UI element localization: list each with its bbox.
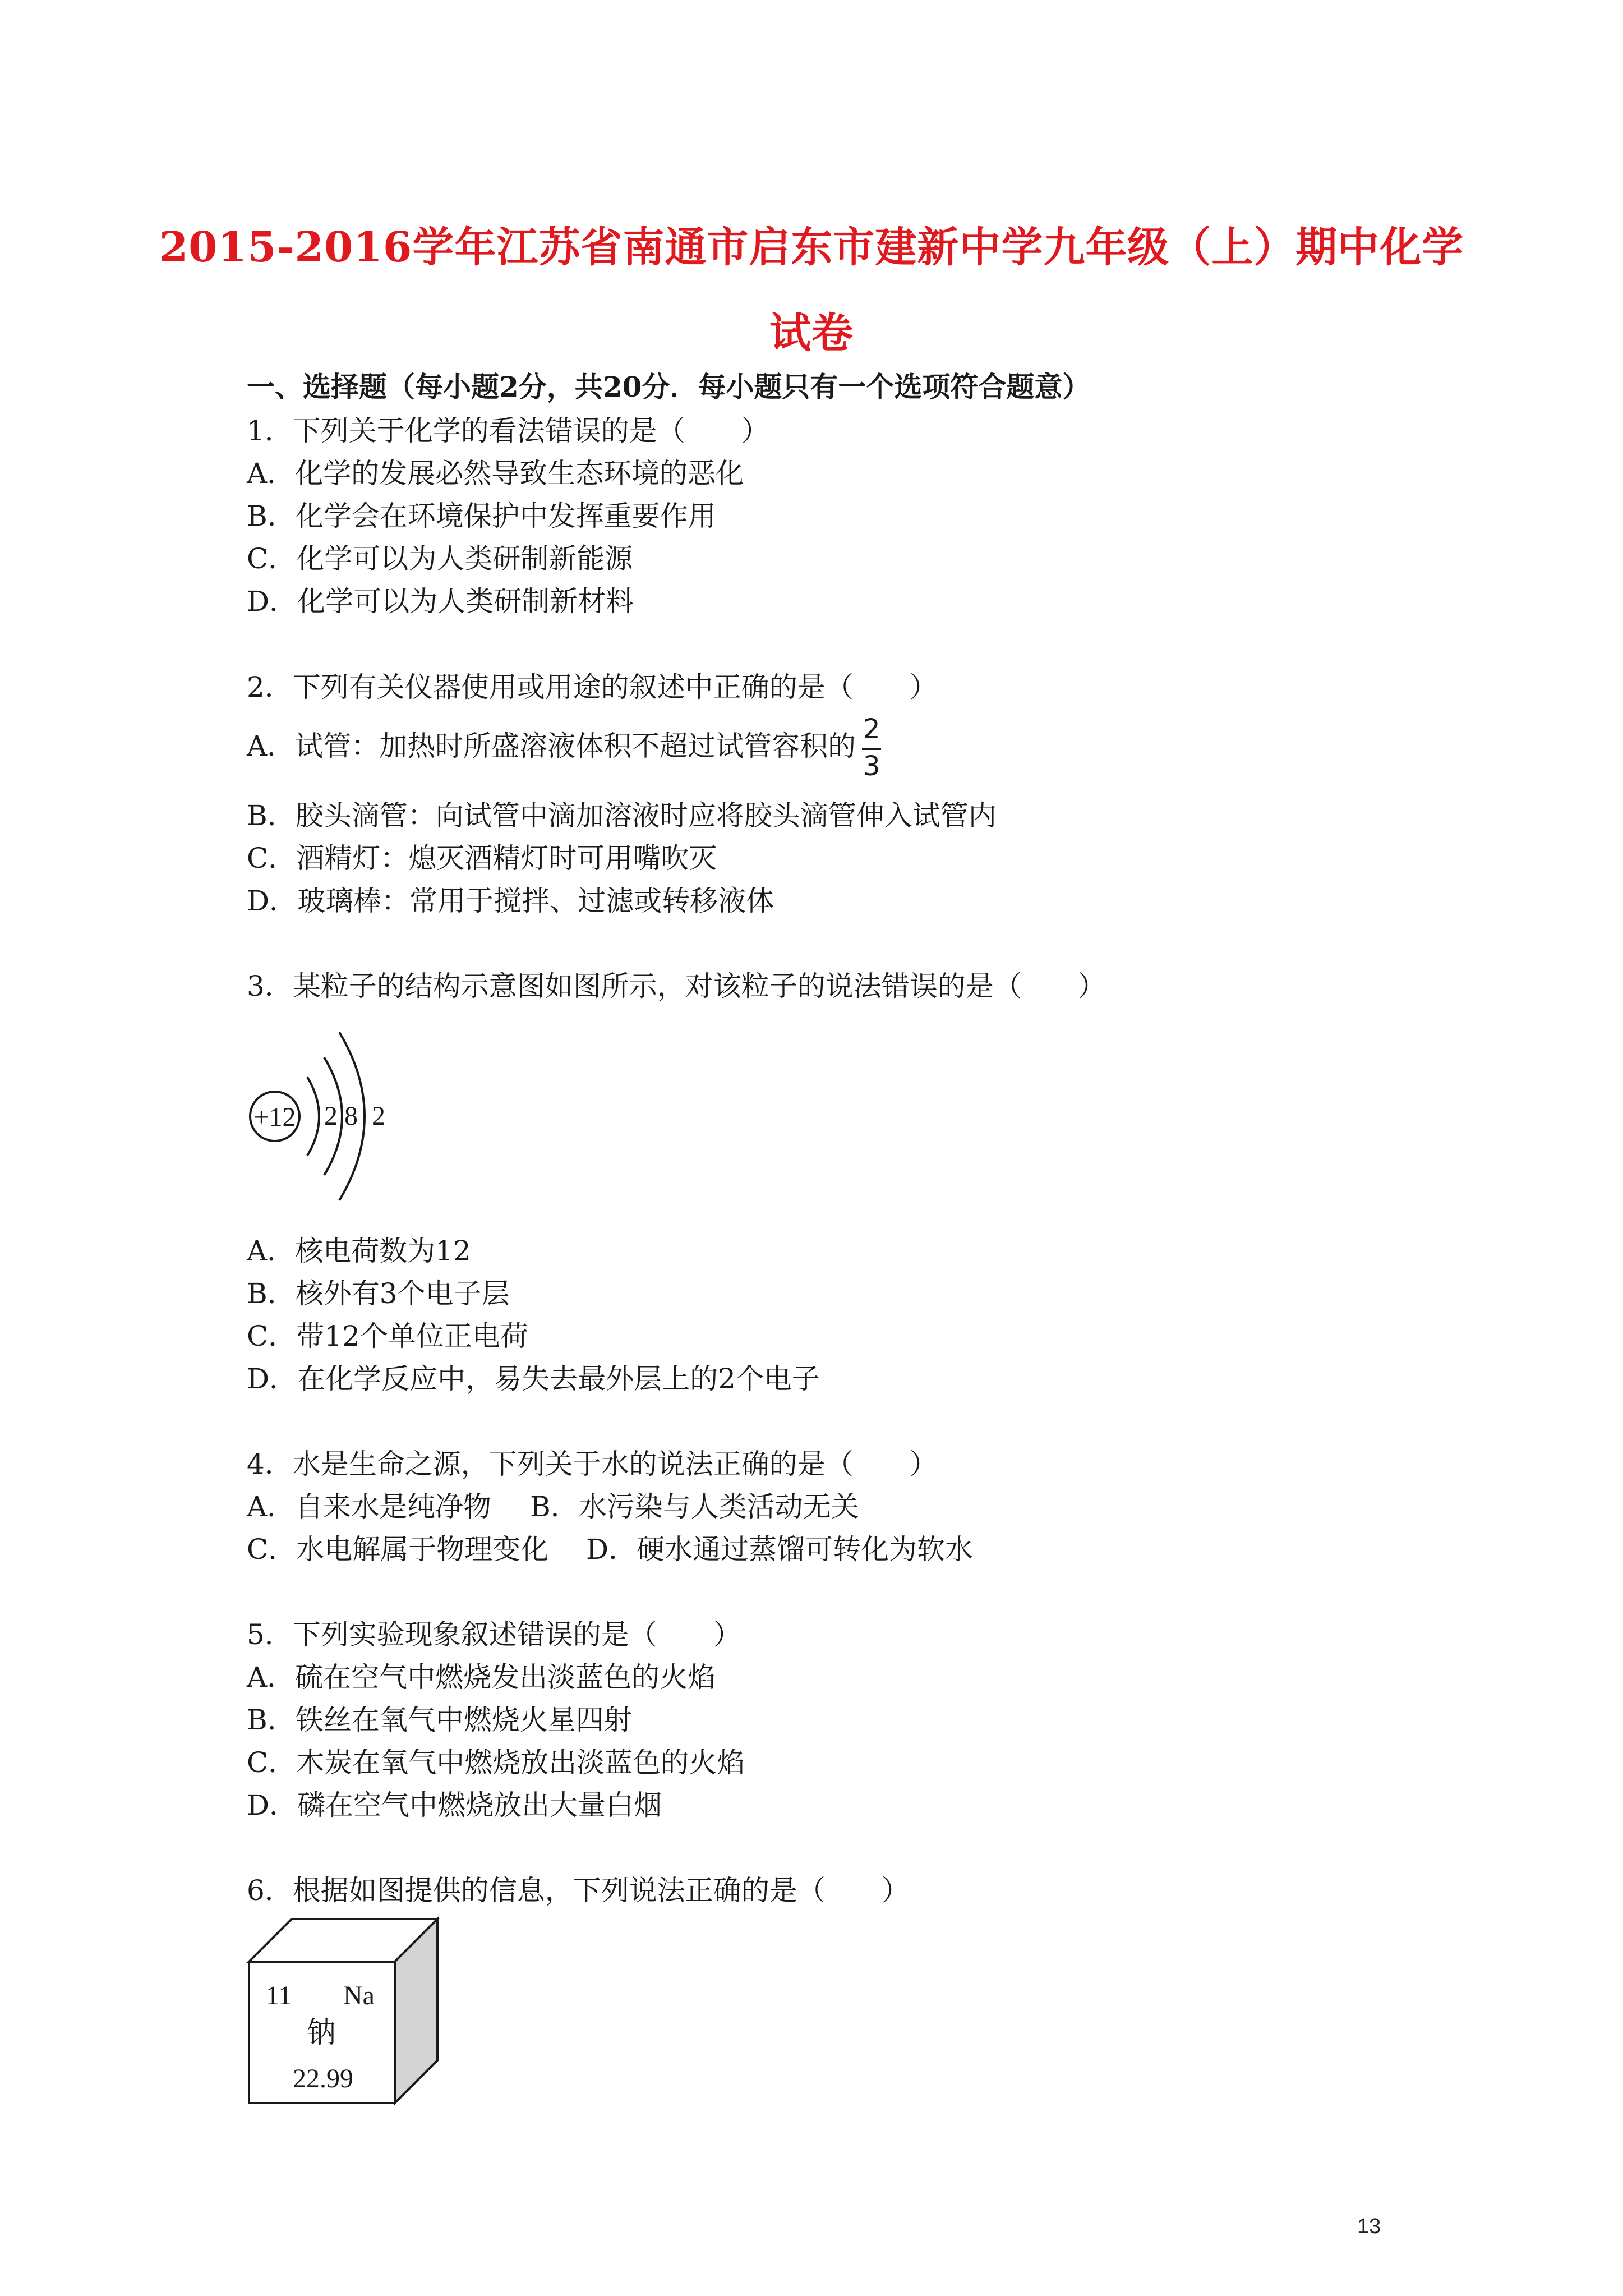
- section-heading: 一、选择题（每小题2分，共20分．每小题只有一个选项符合题意）: [247, 370, 1091, 403]
- question-2-option-a: A．试管：加热时所盛溶液体积不超过试管容积的: [247, 730, 856, 762]
- question-4-stem: 4．水是生命之源，下列关于水的说法正确的是（ ）: [247, 1448, 938, 1480]
- question-2-option-c: C．酒精灯：熄灭酒精灯时可用嘴吹灭: [247, 842, 717, 875]
- question-1-stem: 1．下列关于化学的看法错误的是（ ）: [247, 415, 769, 447]
- question-5-option-d: D．磷在空气中燃烧放出大量白烟: [247, 1789, 662, 1821]
- shell-3-electrons: 2: [372, 1101, 385, 1131]
- document-title-line2: 试卷: [769, 309, 854, 357]
- element-cell-diagram: [241, 1910, 449, 2112]
- element-symbol: Na: [343, 1981, 375, 2010]
- fraction-numerator: 2: [863, 714, 880, 745]
- question-3-stem: 3．某粒子的结构示意图如图所示，对该粒子的说法错误的是（ ）: [247, 970, 1106, 1002]
- fraction-denominator: 3: [863, 751, 880, 782]
- question-4-option-a: A．自来水是纯净物: [247, 1490, 492, 1523]
- fraction-bar: [862, 748, 881, 750]
- question-6-stem: 6．根据如图提供的信息，下列说法正确的是（ ）: [247, 1874, 910, 1907]
- document-title-line1: 2015-2016学年江苏省南通市启东市建新中学九年级（上）期中化学: [159, 223, 1464, 272]
- shell-1-electrons: 2: [324, 1101, 338, 1131]
- question-2-option-b: B．胶头滴管：向试管中滴加溶液时应将胶头滴管伸入试管内: [247, 799, 997, 832]
- atomic-number: 11: [266, 1981, 292, 2010]
- question-1-option-a: A．化学的发展必然导致生态环境的恶化: [247, 457, 744, 490]
- page-number: 13: [1357, 2215, 1381, 2238]
- question-3-option-a: A．核电荷数为12: [247, 1235, 471, 1267]
- question-4-option-d: D．硬水通过蒸馏可转化为软水: [586, 1533, 974, 1566]
- element-name: 钠: [306, 2016, 336, 2050]
- question-1-option-b: B．化学会在环境保护中发挥重要作用: [247, 500, 716, 532]
- atomic-mass: 22.99: [293, 2064, 353, 2093]
- nucleus-charge: +12: [253, 1102, 296, 1132]
- question-3-option-d: D．在化学反应中，易失去最外层上的2个电子: [247, 1363, 820, 1395]
- question-3-option-c: C．带12个单位正电荷: [247, 1320, 528, 1352]
- question-4-option-b: B．水污染与人类活动无关: [530, 1490, 859, 1523]
- question-5-option-b: B．铁丝在氧气中燃烧火星四射: [247, 1704, 632, 1736]
- shell-2-electrons: 8: [344, 1101, 358, 1131]
- question-4-option-c: C．水电解属于物理变化: [247, 1533, 549, 1566]
- question-1-option-d: D．化学可以为人类研制新材料: [247, 585, 634, 618]
- question-2-stem: 2．下列有关仪器使用或用途的叙述中正确的是（ ）: [247, 671, 938, 703]
- atomic-structure-diagram: [241, 1015, 409, 1206]
- question-3-option-b: B．核外有3个电子层: [247, 1277, 510, 1310]
- question-1-option-c: C．化学可以为人类研制新能源: [247, 542, 633, 575]
- electron-shell-1-arc: [307, 1077, 319, 1156]
- question-5-option-c: C．木炭在氧气中燃烧放出淡蓝色的火焰: [247, 1746, 745, 1779]
- question-5-stem: 5．下列实验现象叙述错误的是（ ）: [247, 1618, 741, 1651]
- question-5-option-a: A．硫在空气中燃烧发出淡蓝色的火焰: [247, 1661, 716, 1694]
- question-2-option-d: D．玻璃棒：常用于搅拌、过滤或转移液体: [247, 885, 774, 917]
